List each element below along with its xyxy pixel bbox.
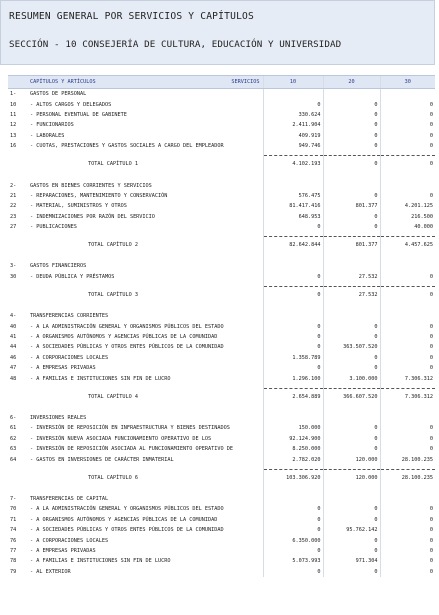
value-10: 5.073.993 — [263, 556, 323, 566]
table-body — [8, 89, 435, 577]
value-20: 0 — [323, 567, 380, 577]
row-label: - DEUDA PÚBLICA Y PRÉSTAMOS — [30, 273, 115, 280]
value-10: 0 — [263, 287, 323, 304]
row-label: TOTAL CAPÍTULO 3 — [88, 291, 138, 298]
value-20: 27.532 — [323, 272, 380, 282]
table-row — [8, 535, 435, 545]
value-30: 40.000 — [380, 222, 435, 232]
value-20: 971.304 — [323, 556, 380, 566]
row-label: - A CORPORACIONES LOCALES — [30, 537, 109, 544]
report-header — [0, 0, 435, 65]
value-30: 0 — [380, 99, 435, 109]
table-row — [8, 201, 435, 211]
value-10: 576.475 — [263, 191, 323, 201]
row-code: 70 — [10, 506, 17, 513]
value-10: 409.919 — [263, 131, 323, 141]
table-row — [8, 525, 435, 535]
table-row — [8, 546, 435, 556]
spacer-row — [8, 486, 435, 494]
row-label: - A ORGANISMOS AUTÓNOMOS Y AGENCIAS PÚBLICAS DE LA COMUNIDAD — [30, 334, 218, 341]
value-20 — [323, 261, 380, 271]
value-20 — [323, 413, 380, 423]
value-20: 120.000 — [323, 469, 380, 486]
value-20: 0 — [323, 110, 380, 120]
value-10: 150.000 — [263, 423, 323, 433]
row-code: 46 — [10, 354, 17, 361]
chapter-total-row — [8, 156, 435, 173]
value-30: 0 — [380, 131, 435, 141]
value-20: 0 — [323, 444, 380, 454]
value-10: 103.306.920 — [263, 469, 323, 486]
row-label: TOTAL CAPÍTULO 6 — [88, 474, 138, 481]
row-label: - REPARACIONES, MANTENIMIENTO Y CONSERVACIÓN — [30, 192, 168, 199]
row-code: 1- — [10, 91, 17, 98]
value-10: 0 — [263, 99, 323, 109]
value-20: 0 — [323, 423, 380, 433]
chapter-row — [8, 89, 435, 100]
table-row — [8, 434, 435, 444]
value-20 — [323, 311, 380, 321]
table-row — [8, 99, 435, 109]
chapter-total-row — [8, 469, 435, 486]
value-30: 4.457.625 — [380, 237, 435, 254]
row-code: 10 — [10, 101, 17, 108]
value-10: 8.250.000 — [263, 444, 323, 454]
row-label: - A SOCIEDADES PÚBLICAS Y OTROS ENTES PÚBLICOS DE LA COMUNIDAD — [30, 344, 224, 351]
row-code: 79 — [10, 568, 17, 575]
value-30: 0 — [380, 332, 435, 342]
value-20: 0 — [323, 515, 380, 525]
value-10: 0 — [263, 504, 323, 514]
row-code: 63 — [10, 446, 17, 453]
value-30 — [380, 494, 435, 504]
row-code: 61 — [10, 425, 17, 432]
table-row — [8, 373, 435, 383]
value-10: 6.350.000 — [263, 535, 323, 545]
value-30: 7.306.312 — [380, 373, 435, 383]
value-20: 3.100.000 — [323, 373, 380, 383]
row-label: - ALTOS CARGOS Y DELEGADOS — [30, 101, 112, 108]
row-label: - AL EXTERIOR — [30, 568, 71, 575]
row-label: - INVERSIÓN DE REPOSICIÓN ASOCIADA AL FUNCIONAMIENTO OPERATIVO DE — [30, 446, 234, 453]
value-30: 0 — [380, 191, 435, 201]
value-30: 0 — [380, 423, 435, 433]
value-30: 0 — [380, 272, 435, 282]
col-header-services: SERVICIOS — [231, 79, 260, 85]
row-label: - CUOTAS, PRESTACIONES Y GASTOS SOCIALES A CARGO DEL EMPLEADOR — [30, 143, 224, 150]
spacer-row — [8, 172, 435, 180]
value-10: 330.624 — [263, 110, 323, 120]
table-row — [8, 272, 435, 282]
value-30: 0 — [380, 120, 435, 130]
table-row — [8, 342, 435, 352]
table-header-row — [8, 76, 435, 89]
value-10: 0 — [263, 525, 323, 535]
value-20: 801.377 — [323, 201, 380, 211]
value-10: 1.358.789 — [263, 353, 323, 363]
row-label: TOTAL CAPÍTULO 4 — [88, 393, 138, 400]
value-30 — [380, 180, 435, 190]
chapter-row — [8, 261, 435, 271]
row-code: 71 — [10, 516, 17, 523]
value-30: 28.100.235 — [380, 469, 435, 486]
table-row — [8, 321, 435, 331]
row-code — [8, 388, 28, 405]
value-30 — [380, 413, 435, 423]
value-10: 1.296.100 — [263, 373, 323, 383]
row-code: 77 — [10, 547, 17, 554]
value-30: 0 — [380, 515, 435, 525]
value-30: 0 — [380, 141, 435, 151]
value-30: 4.201.125 — [380, 201, 435, 211]
value-10: 0 — [263, 222, 323, 232]
table-row — [8, 212, 435, 222]
table-row — [8, 353, 435, 363]
value-30: 0 — [380, 567, 435, 577]
value-30: 0 — [380, 434, 435, 444]
row-label: TOTAL CAPÍTULO 1 — [88, 161, 138, 168]
value-20: 801.377 — [323, 237, 380, 254]
chapter-total-row — [8, 237, 435, 254]
row-code: 27 — [10, 224, 17, 231]
value-30: 0 — [380, 321, 435, 331]
table-row — [8, 515, 435, 525]
value-10: 81.417.416 — [263, 201, 323, 211]
value-30 — [380, 89, 435, 100]
row-code: 2- — [10, 182, 17, 189]
value-30: 7.306.312 — [380, 388, 435, 405]
row-code: 76 — [10, 537, 17, 544]
col-header-label: CAPÍTULOS Y ARTÍCULOS — [30, 79, 96, 85]
value-10 — [263, 413, 323, 423]
table-row — [8, 423, 435, 433]
table-row — [8, 120, 435, 130]
row-label: - A EMPRESAS PRIVADAS — [30, 365, 96, 372]
row-code: 4- — [10, 313, 17, 320]
row-code: 74 — [10, 527, 17, 534]
table-row — [8, 556, 435, 566]
value-20: 0 — [323, 504, 380, 514]
row-label: - A FAMILIAS E INSTITUCIONES SIN FIN DE LUCRO — [30, 375, 171, 382]
value-20: 0 — [323, 363, 380, 373]
value-30: 0 — [380, 444, 435, 454]
value-30: 0 — [380, 535, 435, 545]
row-code: 47 — [10, 365, 17, 372]
row-code: 11 — [10, 111, 17, 118]
value-30: 0 — [380, 546, 435, 556]
value-20: 0 — [323, 212, 380, 222]
value-10: 0 — [263, 342, 323, 352]
value-30: 0 — [380, 556, 435, 566]
row-code: 13 — [10, 132, 17, 139]
spacer-row — [8, 303, 435, 311]
value-30: 0 — [380, 504, 435, 514]
value-10: 2.411.904 — [263, 120, 323, 130]
row-code: 78 — [10, 558, 17, 565]
chapter-row — [8, 180, 435, 190]
table-row — [8, 454, 435, 464]
row-label: INVERSIONES REALES — [30, 415, 87, 421]
value-30: 0 — [380, 342, 435, 352]
value-30: 216.500 — [380, 212, 435, 222]
value-10 — [263, 180, 323, 190]
row-label: - A LA ADMINISTRACIÓN GENERAL Y ORGANISMOS PÚBLICOS DEL ESTADO — [30, 323, 224, 330]
col-header-10: 10 — [263, 76, 323, 89]
row-code — [8, 287, 28, 304]
value-20: 27.532 — [323, 287, 380, 304]
value-10 — [263, 494, 323, 504]
table-row — [8, 504, 435, 514]
row-code: 62 — [10, 435, 17, 442]
table-row — [8, 141, 435, 151]
row-code: 44 — [10, 344, 17, 351]
chapter-row — [8, 311, 435, 321]
row-code — [8, 237, 28, 254]
chapter-row — [8, 413, 435, 423]
value-20 — [323, 180, 380, 190]
table-row — [8, 110, 435, 120]
row-code — [8, 156, 28, 173]
row-code: 22 — [10, 203, 17, 210]
row-label: GASTOS EN BIENES CORRIENTES Y SERVICIOS — [30, 182, 152, 189]
col-header-20: 20 — [323, 76, 380, 89]
value-30: 0 — [380, 353, 435, 363]
value-20: 0 — [323, 131, 380, 141]
value-20: 0 — [323, 141, 380, 151]
col-header-30: 30 — [380, 76, 435, 89]
row-label: - A FAMILIAS E INSTITUCIONES SIN FIN DE LUCRO — [30, 558, 171, 565]
value-10: 92.124.900 — [263, 434, 323, 444]
row-code: 64 — [10, 456, 17, 463]
value-30: 28.100.235 — [380, 454, 435, 464]
row-code — [8, 469, 28, 486]
row-label: - INVERSIÓN NUEVA ASOCIADA FUNCIONAMIENTO OPERATIVO DE LOS — [30, 435, 212, 442]
value-20: 120.000 — [323, 454, 380, 464]
row-label: - GASTOS EN INVERSIONES DE CARÁCTER INMATERIAL — [30, 456, 174, 463]
chapter-total-row — [8, 287, 435, 304]
value-10: 2.782.020 — [263, 454, 323, 464]
value-20: 363.507.520 — [323, 342, 380, 352]
value-10: 82.642.844 — [263, 237, 323, 254]
value-10: 0 — [263, 332, 323, 342]
chapter-total-row — [8, 388, 435, 405]
value-10: 648.953 — [263, 212, 323, 222]
table-row — [8, 191, 435, 201]
section-title: SECCIÓN - 10 CONSEJERÍA DE CULTURA, EDUCACIÓN Y UNIVERSIDAD — [9, 39, 342, 50]
row-label: - A ORGANISMOS AUTÓNOMOS Y AGENCIAS PÚBLICAS DE LA COMUNIDAD — [30, 516, 218, 523]
table-row — [8, 444, 435, 454]
row-label: - INDEMNIZACIONES POR RAZÓN DEL SERVICIO — [30, 213, 155, 220]
value-20: 0 — [323, 434, 380, 444]
row-code: 23 — [10, 213, 17, 220]
value-10 — [263, 89, 323, 100]
table-row — [8, 222, 435, 232]
value-20 — [323, 89, 380, 100]
value-20: 0 — [323, 321, 380, 331]
row-label: GASTOS FINANCIEROS — [30, 263, 87, 270]
row-code: 7- — [10, 495, 17, 502]
row-label: - A SOCIEDADES PÚBLICAS Y OTROS ENTES PÚBLICOS DE LA COMUNIDAD — [30, 527, 224, 534]
value-10: 949.746 — [263, 141, 323, 151]
row-label: - PUBLICACIONES — [30, 224, 77, 231]
row-label: TRANSFERENCIAS CORRIENTES — [30, 313, 109, 320]
value-10 — [263, 311, 323, 321]
table-row — [8, 567, 435, 577]
value-10: 0 — [263, 546, 323, 556]
value-30: 0 — [380, 156, 435, 173]
table-row — [8, 332, 435, 342]
value-20: 0 — [323, 120, 380, 130]
row-code: 41 — [10, 334, 17, 341]
row-code: 3- — [10, 263, 17, 270]
row-label: - LABORALES — [30, 132, 65, 139]
row-label: GASTOS DE PERSONAL — [30, 91, 87, 98]
row-code: 12 — [10, 122, 17, 129]
value-20: 95.762.142 — [323, 525, 380, 535]
value-10: 4.102.193 — [263, 156, 323, 173]
row-code: 16 — [10, 143, 17, 150]
spacer-row — [8, 405, 435, 413]
table-row — [8, 363, 435, 373]
value-30: 0 — [380, 110, 435, 120]
value-20: 0 — [323, 353, 380, 363]
value-20: 0 — [323, 191, 380, 201]
value-10: 0 — [263, 515, 323, 525]
value-20: 366.607.520 — [323, 388, 380, 405]
row-label: TOTAL CAPÍTULO 2 — [88, 242, 138, 249]
row-label: - INVERSIÓN DE REPOSICIÓN EN INFRAESTRUCTURA Y BIENES DESTINADOS — [30, 425, 230, 432]
value-20: 0 — [323, 156, 380, 173]
value-20: 0 — [323, 535, 380, 545]
value-30 — [380, 261, 435, 271]
value-10: 2.654.889 — [263, 388, 323, 405]
value-10: 0 — [263, 567, 323, 577]
value-20: 0 — [323, 222, 380, 232]
value-20: 0 — [323, 99, 380, 109]
row-label: - A LA ADMINISTRACIÓN GENERAL Y ORGANISMOS PÚBLICOS DEL ESTADO — [30, 506, 224, 513]
row-label: - MATERIAL, SUMINISTROS Y OTROS — [30, 203, 127, 210]
row-label: TRANSFERENCIAS DE CAPITAL — [30, 495, 109, 502]
value-10: 0 — [263, 272, 323, 282]
row-label: - A EMPRESAS PRIVADAS — [30, 547, 96, 554]
table-row — [8, 131, 435, 141]
row-label: - FUNCIONARIOS — [30, 122, 74, 129]
row-code: 6- — [10, 415, 17, 421]
row-code: 21 — [10, 192, 17, 199]
value-10: 0 — [263, 321, 323, 331]
value-20: 0 — [323, 332, 380, 342]
report-title: RESUMEN GENERAL POR SERVICIOS Y CAPÍTULOS — [9, 11, 255, 22]
row-code: 40 — [10, 323, 17, 330]
row-code: 30 — [10, 273, 17, 280]
value-20: 0 — [323, 546, 380, 556]
chapter-row — [8, 494, 435, 504]
value-30: 0 — [380, 363, 435, 373]
value-30: 0 — [380, 287, 435, 304]
row-label: - PERSONAL EVENTUAL DE GABINETE — [30, 111, 127, 118]
budget-table — [8, 75, 435, 577]
row-label: - A CORPORACIONES LOCALES — [30, 354, 109, 361]
row-code: 48 — [10, 375, 17, 382]
value-10: 0 — [263, 363, 323, 373]
spacer-row — [8, 253, 435, 261]
value-30: 0 — [380, 525, 435, 535]
value-30 — [380, 311, 435, 321]
value-10 — [263, 261, 323, 271]
value-20 — [323, 494, 380, 504]
